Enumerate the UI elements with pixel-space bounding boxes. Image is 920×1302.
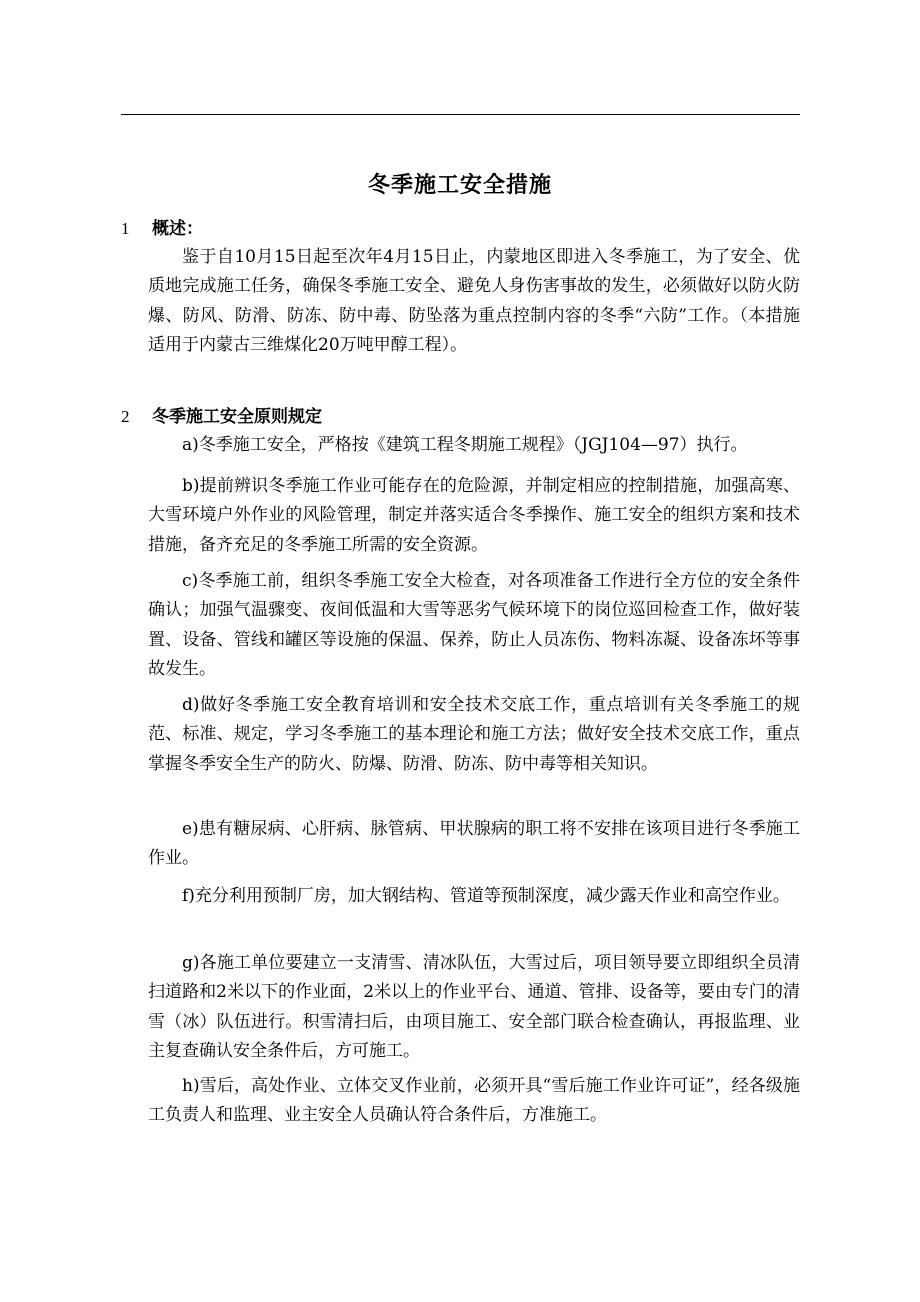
section-number: 2 — [121, 407, 130, 426]
paragraph-item-a: a)冬季施工安全，严格按《建筑工程冬期施工规程》（JGJ104—97）执行。 — [182, 435, 748, 455]
paragraph-item-c: c)冬季施工前，组织冬季施工安全大检查，对各项准备工作进行全方位的安全条件确认；加强气温骤变、夜间低温和大雪等恶劣气候环境下的岗位巡回检查工作，做好装置、设备、管线和罐区等设施的保温、保养，防止人员冻伤、物料冻凝、设备冻坏等事故发生。 — [148, 571, 800, 680]
document-title: 冬季施工安全措施 — [367, 173, 552, 198]
paragraph-item-g: g)各施工单位要建立一支清雪、清冰队伍，大雪过后，项目领导要立即组织全员清扫道路和2米以下的作业面，2米以上的作业平台、通道、管排、设备等，要由专门的清雪（冰）队伍进行。积雪清扫后，由项目施工、安全部门联合检查确认，再报监理、业主复查确认安全条件后，方可施工。 — [148, 953, 800, 1062]
header-rule — [121, 114, 800, 115]
section-title: 概述： — [152, 219, 203, 239]
paragraph-item-e: e)患有糖尿病、心肝病、脉管病、甲状腺病的职工将不安排在该项目进行冬季施工作业。 — [148, 819, 800, 869]
paragraph-item-b: b)提前辨识冬季施工作业可能存在的危险源，并制定相应的控制措施，加强高寒、大雪环境户外作业的风险管理，制定并落实适合冬季操作、施工安全的组织方案和技术措施，备齐充足的冬季施工所需的安全资源。 — [148, 476, 800, 555]
section-title: 冬季施工安全原则规定 — [152, 407, 322, 427]
section-heading-principles — [121, 402, 322, 427]
paragraph-item-d: d)做好冬季施工安全教育培训和安全技术交底工作，重点培训有关冬季施工的规范、标准、规定，学习冬季施工的基本理论和施工方法；做好安全技术交底工作，重点掌握冬季安全生产的防火、防爆、防滑、防冻、防中毒等相关知识。 — [148, 695, 800, 774]
paragraph-overview: 鉴于自10月15日起至次年4月15日止，内蒙地区即进入冬季施工，为了安全、优质地完成施工任务，确保冬季施工安全、避免人身伤害事故的发生，必须做好以防火防爆、防风、防滑、防冻、防中毒、防坠落为重点控制内容的冬季“六防”工作。（本措施适用于内蒙古三维煤化20万吨甲醇工程）。 — [148, 247, 800, 356]
paragraph-item-f: f)充分利用预制厂房，加大钢结构、管道等预制深度，减少露天作业和高空作业。 — [182, 886, 790, 906]
section-heading-overview — [121, 214, 203, 239]
paragraph-item-h: h)雪后，高处作业、立体交叉作业前，必须开具“雪后施工作业许可证”，经各级施工负责人和监理、业主安全人员确认符合条件后，方准施工。 — [148, 1076, 800, 1126]
section-number: 1 — [121, 219, 130, 238]
